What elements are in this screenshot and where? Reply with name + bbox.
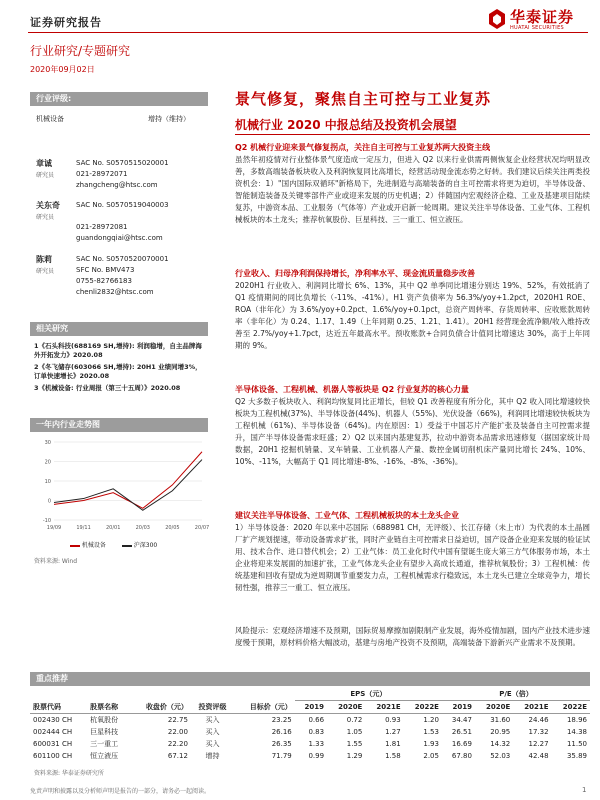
table-cell: 12.27 [528, 740, 549, 748]
analyst-sac: SAC No. S0570519040003 [76, 201, 169, 209]
recommend-heading: 重点推荐 [30, 672, 590, 686]
analyst-phone: 021-28972071 [76, 170, 128, 178]
table-cell: 34.47 [451, 716, 472, 724]
table-cell: 002430 CH [33, 716, 73, 724]
table-cell: 1.27 [385, 728, 401, 736]
table-cell: 26.35 [271, 740, 292, 748]
trend-chart [30, 436, 210, 536]
section-body: 1）半导体设备：2020 年以来中芯国际（688981 CH，无评级）、长江存储（未上市）为代表的本土晶圆厂扩产规划提速，带动设备需求扩张，同时产业链自主可控需求日益迫切，国产设备企业迎来发展的验证试用、技术合作、进口替代机会；2）工业气体：员工业化时代中国有望诞生庞大第三方气体服务市场，本土企业将迎来发展面的加速扩张，工业气体龙头企业有望步入高成长通道，推荐杭氧股份；3）工程机械：传统基建和回收有望成为逆周期调节重要发力点，工程机械需求行稳致远，本土龙头已建立全球竞争力，增长韧性强，推荐三一重工、恒立液压。 [235, 523, 590, 592]
table-cell: 17.32 [528, 728, 549, 736]
table-cell: 2.05 [423, 752, 439, 760]
legend-swatch [122, 545, 132, 547]
page-number: 1 [582, 786, 587, 794]
analyst-block [36, 158, 206, 306]
table-cell: 1.93 [423, 740, 439, 748]
analyst-name: 章诚 [36, 159, 52, 168]
table-cell: 11.50 [566, 740, 587, 748]
risk-note: 风险提示：宏观经济增速不及预期，国际贸易摩擦加剧限制产业发展，海外疫情加剧，国内产业技术进步速度慢于预期，原材料价格大幅波动，基建与房地产投资不及预期，高端装备下游新兴产业需求不及预期。 [235, 626, 590, 647]
analyst-3 [36, 254, 206, 306]
table-cell: 600031 CH [33, 740, 73, 748]
table-cell: 23.25 [271, 716, 292, 724]
header-divider [28, 32, 588, 33]
col-head: 2020E [338, 703, 363, 711]
table-cell: 0.83 [308, 728, 325, 736]
table-cell: 18.96 [566, 716, 587, 724]
table-cell: 0.72 [346, 716, 363, 724]
col-head: 2020E [485, 703, 511, 711]
table-cell: 1.81 [385, 740, 401, 748]
table-cell: 26.51 [451, 728, 472, 736]
table-cell: 22.00 [167, 728, 188, 736]
report-date: 2020年09月02日 [30, 65, 95, 74]
table-cell: 22.20 [167, 740, 188, 748]
y-tick-label: 10 [44, 479, 51, 485]
table-cell: 67.80 [451, 752, 472, 760]
trend-source: 资料来源: Wind [34, 558, 78, 565]
col-head: 股票名称 [90, 702, 119, 711]
col-head: 2022E [562, 703, 587, 711]
table-cell: 31.60 [490, 716, 511, 724]
y-tick-label: 20 [44, 459, 51, 466]
report-category: 行业研究/专题研究 [30, 44, 131, 58]
trend-legend [70, 540, 157, 549]
analyst-role: 研究员 [36, 214, 55, 221]
rating-value: 增持（维持） [148, 115, 190, 123]
table-cell: 增持 [205, 752, 220, 760]
table-cell: 三一重工 [90, 740, 119, 748]
table-cell: 67.12 [167, 752, 188, 760]
related-item[interactable]: 2《冬飞储存(603066 SH,增持): 20H1 业绩同增3%，订单快速增长》2020.08 [34, 363, 202, 380]
rating-industry: 机械设备 [36, 115, 64, 123]
col-head: 2021E [524, 703, 549, 711]
x-tick-label: 19/11 [76, 525, 91, 531]
section-heading: 行业收入、归母净利润保持增长，净利率水平、现金流质量稳步改善 [235, 269, 475, 278]
legend-swatch [70, 545, 80, 547]
analyst-sfc: SFC No. BMV473 [76, 266, 135, 274]
table-cell: 22.75 [167, 716, 188, 724]
table-cell: 0.93 [385, 716, 401, 724]
table-cell: 0.99 [308, 752, 325, 760]
x-tick-label: 20/07 [194, 525, 210, 531]
analyst-role: 研究员 [36, 172, 55, 179]
analyst-email[interactable]: zhangcheng@htsc.com [76, 181, 158, 189]
disclaimer: 免责声明和披露以及分析师声明是报告的一部分，请务必一起阅读。 [30, 788, 211, 795]
recommend-table-wrap [30, 688, 590, 762]
table-row [30, 738, 590, 750]
table-cell: 杭氧股份 [90, 716, 119, 724]
table-cell: 1.29 [346, 752, 363, 760]
table-cell: 1.05 [346, 728, 363, 736]
table-cell: 买入 [205, 740, 220, 748]
title-divider [235, 134, 590, 135]
table-cell: 002444 CH [33, 728, 73, 736]
table-cell: 24.46 [528, 716, 549, 724]
table-cell: 42.48 [528, 752, 549, 760]
table-row [30, 750, 590, 762]
col-head: 目标价（元） [249, 702, 292, 711]
col-head: 投资评级 [198, 702, 227, 711]
eps-head: EPS（元） [295, 688, 442, 701]
related-list [34, 342, 208, 393]
table-cell: 16.69 [451, 740, 472, 748]
table-row [30, 726, 590, 738]
table-row [30, 714, 590, 727]
col-head: 收盘价（元） [145, 702, 188, 711]
col-head: 2019 [304, 703, 325, 711]
recommend-table [30, 688, 590, 762]
analyst-name: 陈莉 [36, 255, 52, 264]
table-source: 资料来源: 华泰证券研究所 [34, 770, 104, 777]
logo-text: 华泰证券 [510, 8, 575, 26]
legend-label: 机械设备 [81, 542, 106, 549]
legend-label: 沪深300 [133, 542, 158, 549]
page-subtitle: 机械行业 2020 中报总结及投资机会展望 [235, 118, 457, 132]
analyst-phone: 0755-82766183 [76, 277, 132, 285]
col-head: 2022E [414, 703, 439, 711]
pe-head: P/E（倍） [442, 688, 590, 701]
table-cell: 买入 [205, 728, 220, 736]
series-line-2 [54, 460, 202, 511]
col-head: 2019 [452, 703, 472, 711]
logo-subtext: HUATAI SECURITIES [510, 25, 564, 31]
section-body: Q2 大多数子板块收入、利润均恢复同比正增长，但较 Q1 改善程度有所分化，其中 Q2 收入同比增速较快板块为工程机械(37%)、半导体设备(44%)、机器人（55%)、光伏设备（66%)，利润同比增速较快板块为工程机械（61%)、半导体设备（64%)。内在原因：1）受益于中国芯片产能扩张及装备自主可控需求提升，国产半导体设备需求旺盛；2）Q2 以来国内基建复苏，拉动中游资本品需求迅速修复（据国家统计局数据，20H1 挖掘机销量、叉车销量、工业机器人产量、数控金属切削机床产量同比增长 24%、10%、10%、-11%，大幅高于 Q1 同比增速-8%、-16%、-8%、-36%)。 [235, 397, 590, 466]
table-cell: 20.95 [490, 728, 511, 736]
trend-heading: 一年内行业走势图 [30, 418, 208, 432]
x-tick-label: 20/01 [105, 525, 121, 531]
table-cell: 0.66 [308, 716, 325, 724]
table-cell: 买入 [205, 716, 220, 724]
report-type: 证券研究报告 [30, 16, 102, 29]
section-heading: 建议关注半导体设备、工业气体、工程机械板块的本土龙头企业 [235, 511, 459, 520]
logo-icon [488, 8, 506, 30]
col-head: 2021E [376, 703, 401, 711]
table-cell: 35.89 [566, 752, 587, 760]
table-cell: 52.03 [490, 752, 511, 760]
table-cell: 1.55 [346, 740, 363, 748]
section-heading: Q2 机械行业迎来景气修复拐点，关注自主可控与工业复苏两大投资主线 [235, 143, 491, 152]
x-tick-label: 20/03 [135, 525, 151, 531]
table-header [30, 701, 590, 714]
company-logo [488, 6, 588, 34]
analyst-1 [36, 158, 206, 200]
table-cell: 1.53 [423, 728, 439, 736]
x-tick-label: 19/09 [46, 525, 62, 531]
analyst-email[interactable]: chenli2832@htsc.com [76, 288, 154, 296]
x-tick-label: 20/05 [165, 525, 180, 531]
table-cell: 71.79 [271, 752, 292, 760]
y-tick-label: -10 [42, 518, 51, 524]
analyst-phone: 021-28972081 [76, 223, 128, 231]
table-cell: 1.20 [423, 716, 439, 724]
table-cell: 26.16 [271, 728, 292, 736]
col-head: 股票代码 [33, 702, 61, 711]
table-cell: 1.33 [308, 740, 325, 748]
analyst-email[interactable]: guandongqiai@htsc.com [76, 234, 163, 242]
y-tick-label: 0 [47, 498, 51, 505]
table-cell: 恒立液压 [90, 752, 119, 760]
section-body: 2020H1 行业收入、利润同比增长 6%、13%，其中 Q2 单季同比增速分别达 19%、52%，有效抵消了 Q1 疫情期间的同比负增长（-11%、-41%）。H1 资产负债率为 56.3%/yoy+1.2pct，2020H1 ROE、ROA（非年化）为 3.6%/yoy+0.2pct、1.6%/yoy+0.1pct，总资产周转率、存货周转率、应收账款周转率（非年化）为 0.24、1.17、1.49（上年同期 0.25、1.21、1.41）。20H1 经营现金流净额/收入维持改善至 2.7%/yoy+1.7pct，达近五年最高水平。预收账款+合同负债合计值同比增速达 30%，高于上年同期的 9%。 [235, 281, 590, 350]
table-body [30, 714, 590, 763]
table-cell: 14.32 [490, 740, 511, 748]
analyst-role: 研究员 [36, 268, 55, 275]
table-cell: 601100 CH [33, 752, 73, 760]
table-cell: 14.38 [566, 728, 587, 736]
related-item[interactable]: 1《石头科技(688169 SH,增持): 利润稳增，自主品牌海外开拓发力》2020.08 [34, 342, 202, 359]
page-title: 景气修复，聚焦自主可控与工业复苏 [235, 90, 492, 108]
analyst-2 [36, 200, 206, 254]
analyst-sac: SAC No. S0570520070001 [76, 255, 169, 263]
section-heading: 半导体设备、工程机械、机器人等板块是 Q2 行业复苏的核心力量 [235, 385, 469, 394]
table-cell: 1.58 [385, 752, 401, 760]
y-tick-label: 30 [44, 440, 51, 446]
related-heading: 相关研究 [30, 322, 208, 336]
table-group-header [30, 688, 590, 701]
related-item[interactable]: 3《机械设备: 行业周报（第三十五周）》2020.08 [34, 384, 181, 392]
table-cell: 巨星科技 [90, 728, 119, 736]
rating-heading: 行业评级: [30, 92, 208, 106]
analyst-name: 关东奇 [36, 201, 60, 210]
analyst-sac: SAC No. S0570515020001 [76, 159, 169, 167]
section-body: 虽然年初疫情对行业整体景气度造成一定压力，但进入 Q2 以来行业供需两侧恢复企业经营状况均明显改善，多数高端装备板块收入及利润恢复同比高增长，经营活动现金流态势之好转。我们建议后续关注两类投资机会：1）"国内国际双循环"新格局下，先进制造与高端装备的自主可控需求将更为迫切，半导体设备、智能制造装备及关键零部件产业或迎来发展的历史机遇；2）伴随国内宏观经济企稳、工业及基建项目陆续复苏，中游资本品、工业服务（气体等）产业或开启新一轮周期。建议关注半导体设备、工业气体、工程机械板块的本土龙头；推荐杭氧股份、巨星科技、三一重工、恒立液压。 [235, 155, 590, 224]
